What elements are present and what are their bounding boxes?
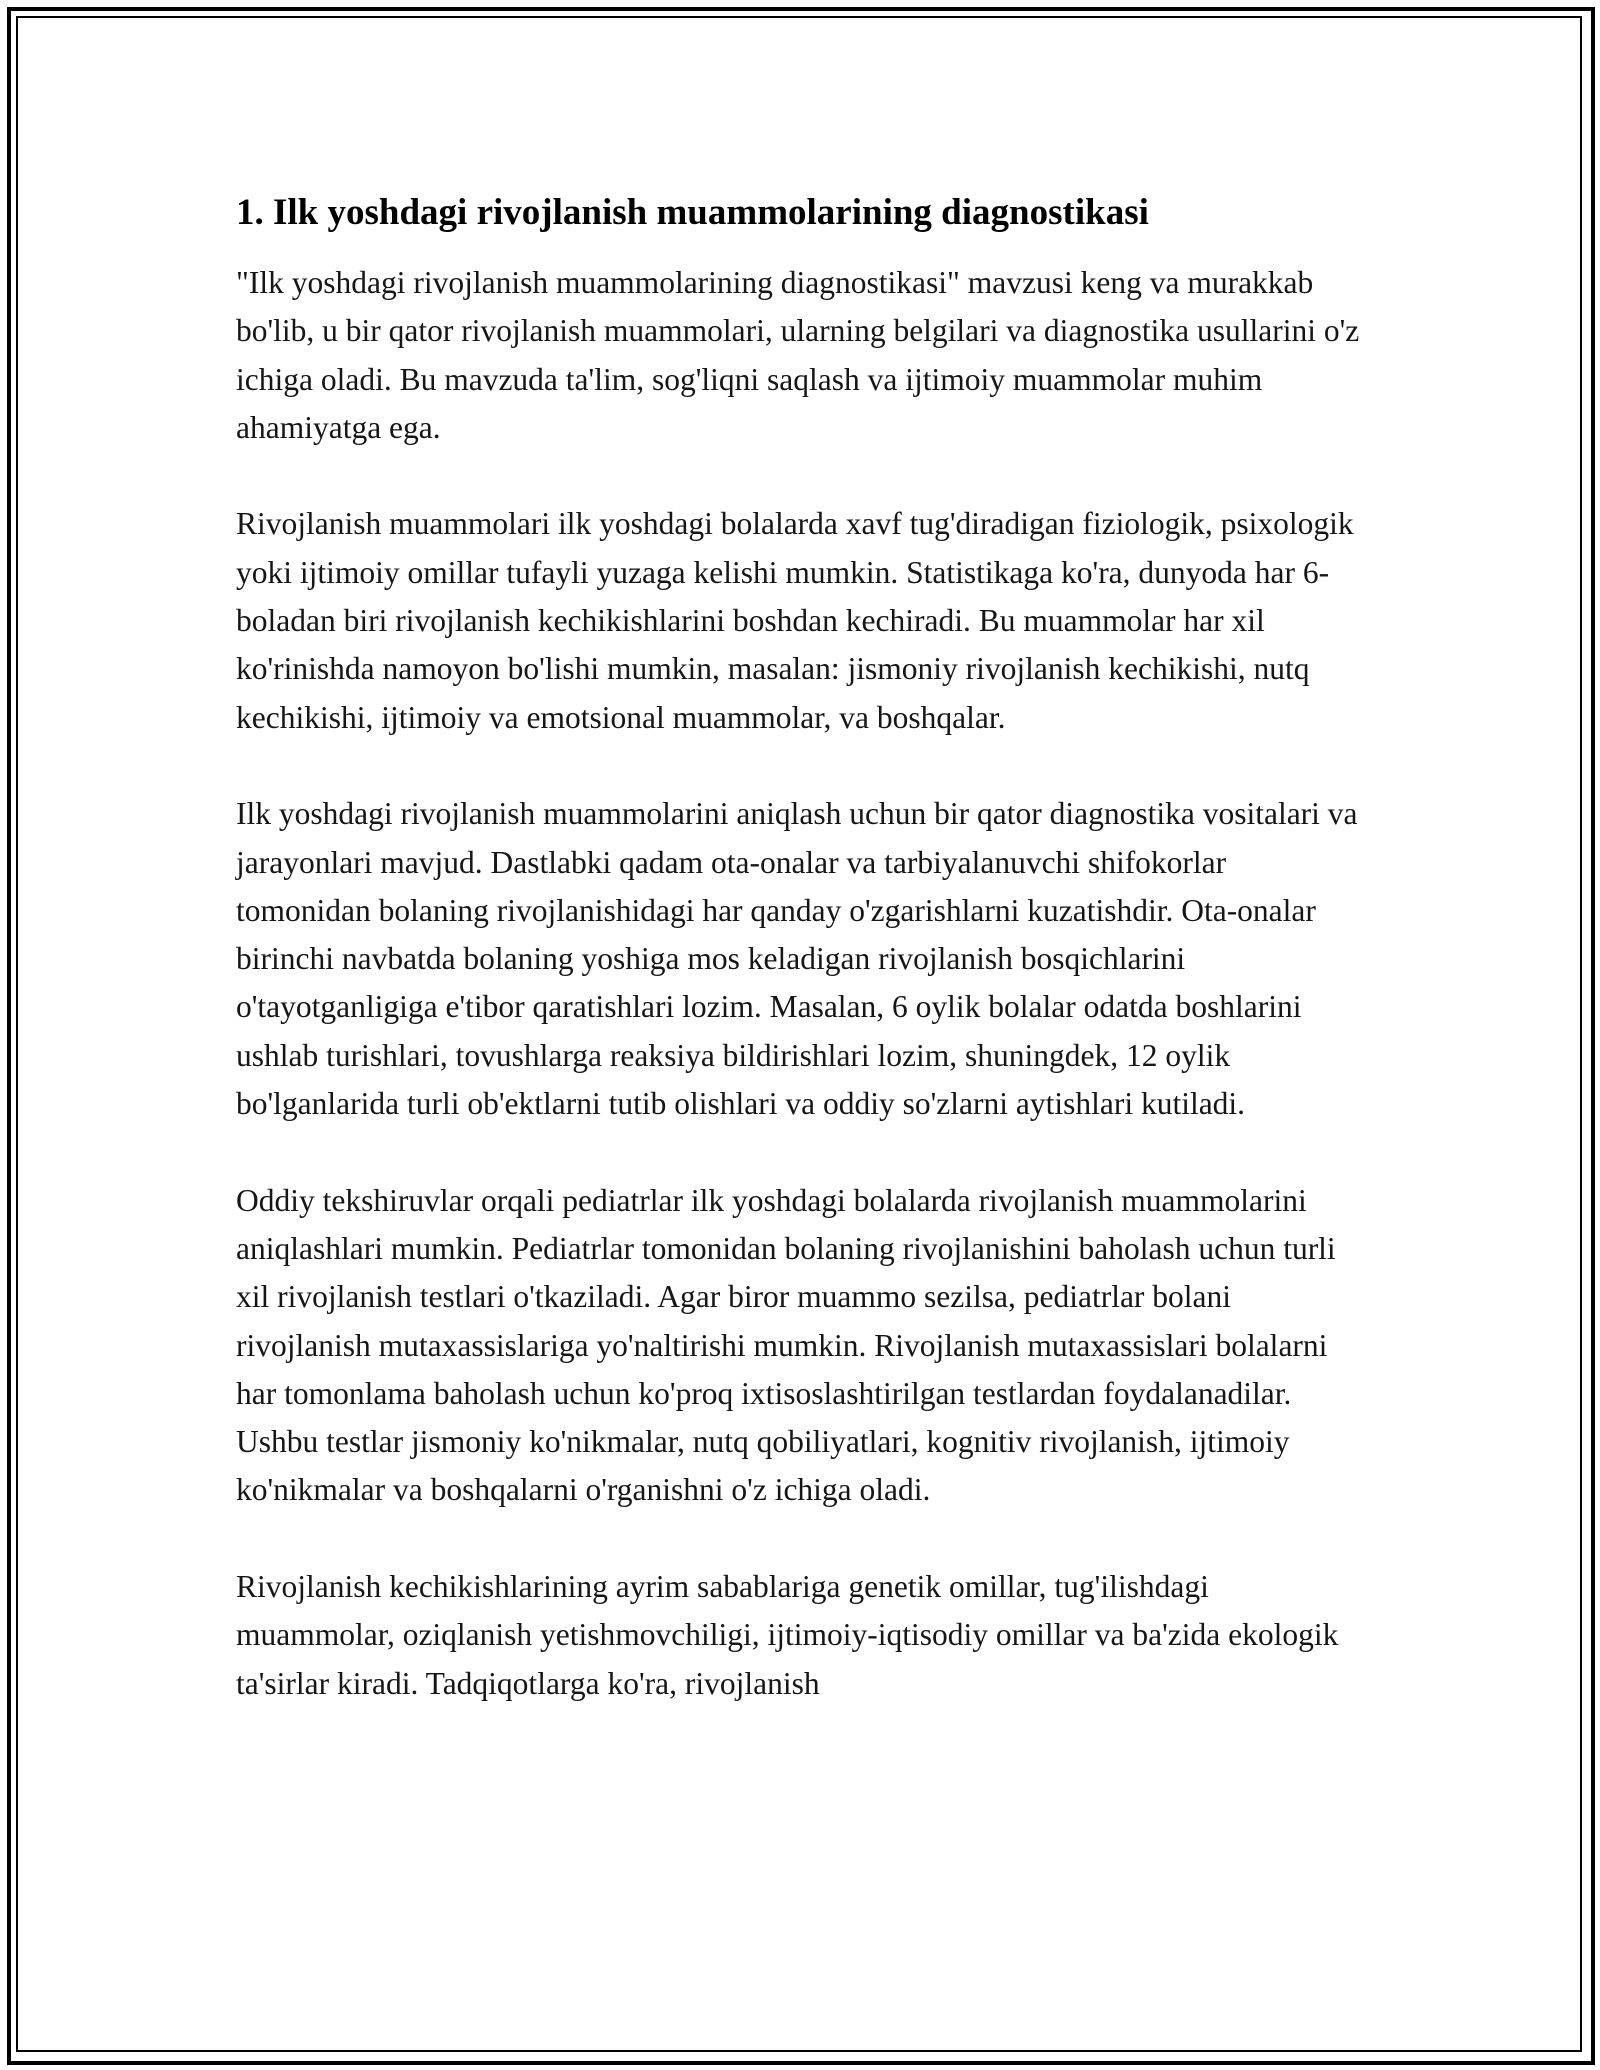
paragraph-causes: Rivojlanish muammolari ilk yoshdagi bolalarda xavf tug'diradigan fiziologik, psixologik yoki ijtimoiy omillar tufayli yuzaga kelishi mumkin. Statistikaga ko'ra, dunyoda har 6-boladan biri rivojlanish kechikishlarini boshdan kechiradi. Bu muammolar har xil ko'rinishda namoyon bo'lishi mumkin, masalan: jismoniy rivojlanish kechikishi, nutq kechikishi, ijtimoiy va emotsional muammolar, va boshqalar. — [236, 506, 1354, 735]
paragraph-intro: "Ilk yoshdagi rivojlanish muammolarining diagnostikasi" mavzusi keng va murakkab bo'lib, u bir qator rivojlanish muammolari, ularning belgilari va diagnostika usullarini o'z ichiga oladi. Bu mavzuda ta'lim, sog'liqni saqlash va ijtimoiy muammolar muhim ahamiyatga ega. — [236, 265, 1360, 445]
document-body — [236, 188, 1366, 1756]
section-heading: 1. Ilk yoshdagi rivojlanish muammolarining diagnostikasi — [236, 192, 1149, 233]
paragraph-reasons: Rivojlanish kechikishlarining ayrim sabablariga genetik omillar, tug'ilishdagi muammolar, oziqlanish yetishmovchiligi, ijtimoiy-iqtisodiy omillar va ba'zida ekologik ta'sirlar kiradi. Tadqiqotlarga ko'ra, rivojlanish — [236, 1569, 1339, 1701]
paragraph-pediatric-tests: Oddiy tekshiruvlar orqali pediatrlar ilk yoshdagi bolalarda rivojlanish muammolarini aniqlashlari mumkin. Pediatrlar tomonidan bolaning rivojlanishini baholash uchun turli xil rivojlanish testlari o'tkaziladi. Agar biror muammo sezilsa, pediatrlar bolani rivojlanish mutaxassislariga yo'naltirishi mumkin. Rivojlanish mutaxassislari bolalarni har tomonlama baholash uchun ko'proq ixtisoslashtirilgan testlardan foydalanadilar. Ushbu testlar jismoniy ko'nikmalar, nutq qobiliyatlari, kognitiv rivojlanish, ijtimoiy ko'nikmalar va boshqalarni o'rganishni o'z ichiga oladi. — [236, 1182, 1336, 1508]
paragraph-diagnostic-tools: Ilk yoshdagi rivojlanish muammolarini aniqlash uchun bir qator diagnostika vositalari va jarayonlari mavjud. Dastlabki qadam ota-onalar va tarbiyalanuvchi shifokorlar tomonidan bolaning rivojlanishidagi har qanday o'zgarishlarni kuzatishdir. Ota-onalar birinchi navbatda bolaning yoshiga mos keladigan rivojlanish bosqichlarini o'tayotganligiga e'tibor qaratishlari lozim. Masalan, 6 oylik bolalar odatda boshlarini ushlab turishlari, tovushlarga reaksiya bildirishlari lozim, shuningdek, 12 oylik bo'lganlarida turli ob'ektlarni tutib olishlari va oddiy so'zlarni aytishlari kutiladi. — [236, 796, 1358, 1122]
